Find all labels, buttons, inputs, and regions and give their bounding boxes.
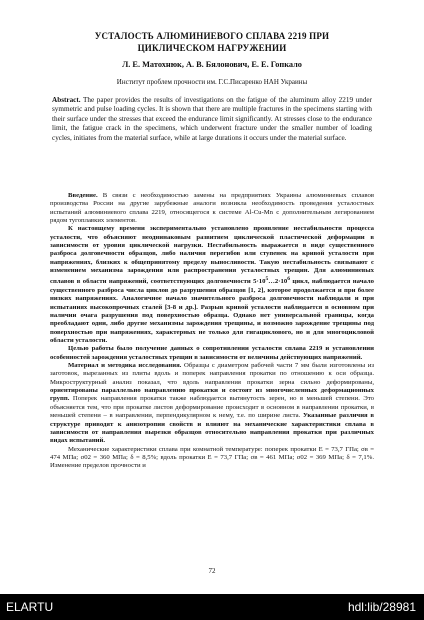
institution: Институт проблем прочности им. Г.С.Писаренко НАН Украины <box>116 78 308 86</box>
mechanical-paragraph: Механические характеристики сплава при комнатной температуре: поперек прокатки E = 73,7 ГПа; σв = 474 МПа; σ02 = 360 МПа; δ = 8,5%; вдоль прокатки E = 73,7 ГПа; σв = 461 МПа; σ02 = 369 МПа; δ = 7,1%. Изменение пределов прочности и <box>50 445 374 470</box>
goal-paragraph <box>50 345 374 362</box>
abstract-label: Abstract. <box>52 96 81 104</box>
page-number: 72 <box>208 567 216 575</box>
paper-title-line-2: ЦИКЛИЧЕСКОМ НАГРУЖЕНИИ <box>137 43 287 53</box>
footer-handle: hdl:lib/28981 <box>347 600 416 614</box>
footer-repository-name: ELARTU <box>6 600 54 614</box>
body-text <box>50 192 374 471</box>
instability-paragraph <box>50 225 374 345</box>
methods-text-a: Образцы с диаметром рабочей части 7 мм были изготовлены из заготовок, вырезанных из плиты вдоль и поперек направления прокатки по отношению к оси образца. Микроструктурный анализ показал, что вдоль направления прокатки зерна сильно деформированы, <box>50 362 374 386</box>
goal-text: было получение данных о сопротивлении усталости сплава 2219 и установлении особенностей зарождения усталостных трещин в зависимости от величины действующих напряжений. <box>50 345 375 361</box>
instability-text-mid: …2·10 <box>268 278 288 286</box>
instability-text-a: К настоящему времени экспериментально установлено проявление нестабильности процесса усталости, что объясняют неоднинаковым развитием циклической пластической деформации в зависимости от уровня циклической нагрузки. Нестабильность выражается в виде существенного разброса долговечности образцов, либо наличия перегибов или ступенек на кривой усталости при напряжениях, близких к общепринятому пределу выносливости. Такую нестабильность связывают с изменением механизма зарождения или распространения усталостных трещин. Для алюминиевых сплавов в области напряжений, соответствующих долговечности 5·10 <box>50 225 374 286</box>
exponent-1: 5 <box>265 276 269 283</box>
methods-text-bold-2: Указанные различия в структуре приводят к анизотропии свойств и влияют на механические характеристики сплава в зависимости от направления вырезки образцов относительно направления прокатки при различных видах испытаний. <box>50 412 374 445</box>
methods-text-bold-1: ориентированы параллельно направлению прокатки и состоят из многочисленных деформационных групп. <box>50 387 374 403</box>
methods-text-c: Поперек направления прокатки также наблюдается вытянутость зерен, но в меньшей степени. Это объясняется тем, что при прокатке листов деформирование происходит в основном в направлении прокатки, в меньшей степени – в направлении, перпендикулярном к нему, т.е. по ширине листа. <box>50 395 374 420</box>
goal-label: Целью работы <box>68 345 114 353</box>
methods-label: Материал и методика исследования. <box>68 362 182 370</box>
intro-paragraph <box>50 192 374 225</box>
intro-label: Введение. <box>68 192 98 199</box>
methods-paragraph <box>50 362 374 445</box>
intro-text: В связи с необходимостью замены на предприятиях Украины алюминиевых сплавов производства России на другие зарубежные аналоги возникла необходимость проведения усталостных испытаний алюминиевого сплава 2219, относящегося к системе Al-Cu-Mn с дополнительным легированием рядом тугоплавких элементов. <box>50 192 374 225</box>
paper-title-line-1: УСТАЛОСТЬ АЛЮМИНИЕВОГО СПЛАВА 2219 ПРИ <box>94 31 330 41</box>
abstract-text: The paper provides the results of investigations on the fatigue of the aluminum alloy 2219 under symmetric and pulse loading cycles. It is shown that there are multiple fractures in the specimens starting with their surface under the stresses that exceed the endurance limit significantly. At stresses close to the endurance limit, the fatigue crack in the specimens, which underwent fracture under the smaller number of loading cycles, initiates from the material surface, while at large durations it occurs under the material surface. <box>52 96 372 142</box>
authors: Л. Е. Матохнюк, А. В. Бялонович, Е. Е. Гопкало <box>122 60 302 69</box>
exponent-2: 6 <box>287 276 290 283</box>
abstract <box>52 96 372 143</box>
instability-text-b: цикл, наблюдается начало существенного разброса числа циклов до разрушения образцов [1, 2], которое продолжается и при более низких напряжениях. Аналогичное начало значительного разброса долговечности наблюдали и при испытаниях высокопрочных сталей [3-8 и др.]. Разрыв кривой усталости наблюдается в основном при наличии очага разрушения под поверхностью образца. Однако нет универсальной границы, когда преобладают одни, либо другие механизмы зарождения трещины, и возможно зарождение трещины под поверхностью при напряжениях, характерных не только для гигациклового, но и для многоцикловой области усталости. <box>50 278 374 345</box>
